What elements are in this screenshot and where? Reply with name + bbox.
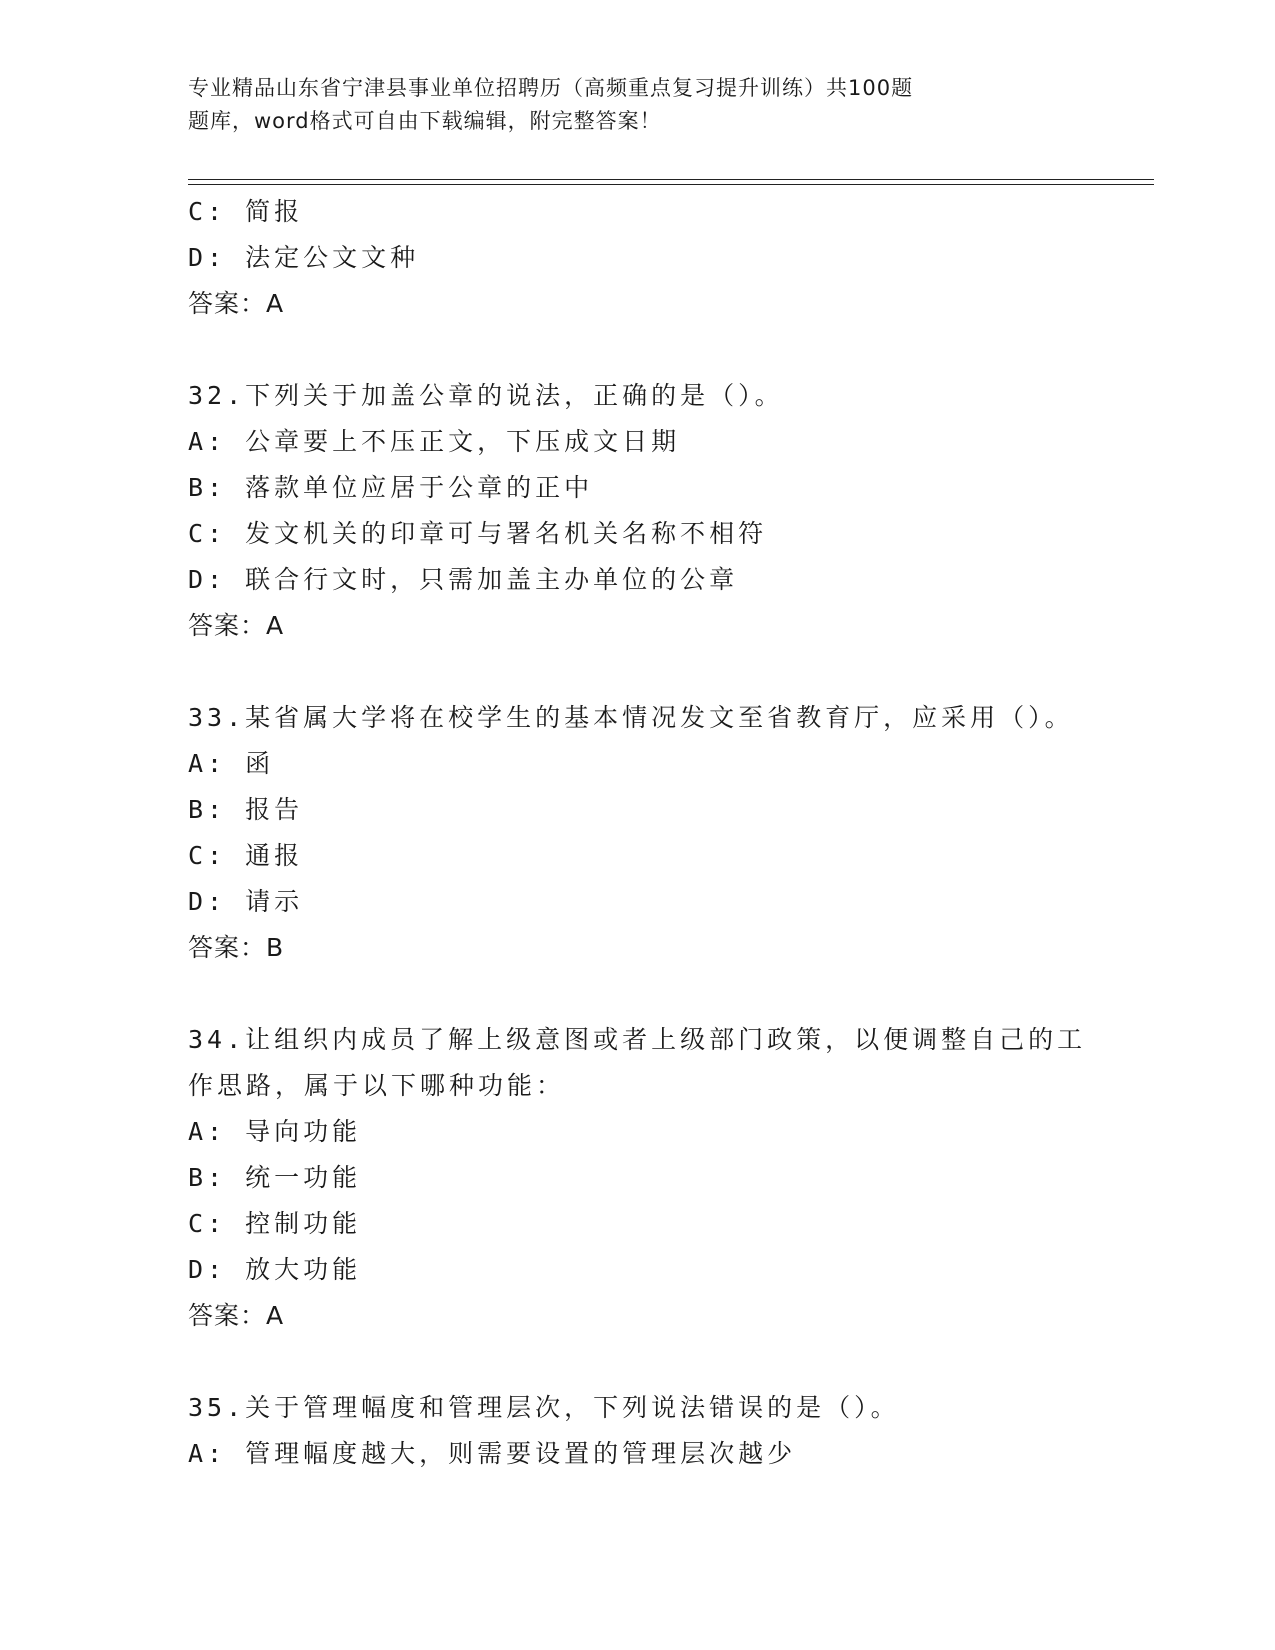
question-stem: 33.某省属大学将在校学生的基本情况发文至省教育厅，应采用（）。 — [188, 703, 1074, 732]
option-c: C: 控制功能 — [188, 1209, 362, 1238]
question-stem: 35.关于管理幅度和管理层次，下列说法错误的是（）。 — [188, 1393, 900, 1422]
option-a: A: 导向功能 — [188, 1117, 362, 1146]
answer-label: 答案：A — [188, 289, 285, 318]
header-rule-top — [188, 179, 1154, 180]
option-c: C: 发文机关的印章可与署名机关名称不相符 — [188, 519, 768, 548]
question-stem: 32.下列关于加盖公章的说法，正确的是（）。 — [188, 381, 784, 410]
option-d: D: 请示 — [188, 887, 304, 916]
answer-label: 答案：B — [188, 933, 285, 962]
header-rule-bottom — [188, 184, 1154, 185]
question-32 — [188, 373, 1088, 649]
option-c: C: 简报 — [188, 197, 304, 226]
header-line-1: 专业精品山东省宁津县事业单位招聘历（高频重点复习提升训练）共100题 — [188, 76, 914, 100]
option-a: A: 公章要上不压正文，下压成文日期 — [188, 427, 681, 456]
answer-label: 答案：A — [188, 611, 285, 640]
option-a: A: 函 — [188, 749, 275, 778]
option-d: D: 法定公文文种 — [188, 243, 420, 272]
question-34 — [188, 1017, 1088, 1339]
option-c: C: 通报 — [188, 841, 304, 870]
option-d: D: 放大功能 — [188, 1255, 362, 1284]
option-b: B: 落款单位应居于公章的正中 — [188, 473, 594, 502]
question-35 — [188, 1385, 1088, 1477]
header-line-2: 题库，word格式可自由下载编辑，附完整答案！ — [188, 109, 662, 133]
question-stem-line-1: 34.让组织内成员了解上级意图或者上级部门政策，以便调整自己的工 — [188, 1025, 1087, 1054]
option-b: B: 统一功能 — [188, 1163, 362, 1192]
option-a: A: 管理幅度越大，则需要设置的管理层次越少 — [188, 1439, 797, 1468]
previous-question — [188, 189, 1088, 327]
option-b: B: 报告 — [188, 795, 304, 824]
question-stem-line-2: 作思路，属于以下哪种功能： — [188, 1071, 566, 1100]
answer-label: 答案：A — [188, 1301, 285, 1330]
question-33 — [188, 695, 1088, 971]
question-list — [188, 189, 1088, 1477]
document-header — [188, 72, 1048, 138]
option-d: D: 联合行文时，只需加盖主办单位的公章 — [188, 565, 739, 594]
